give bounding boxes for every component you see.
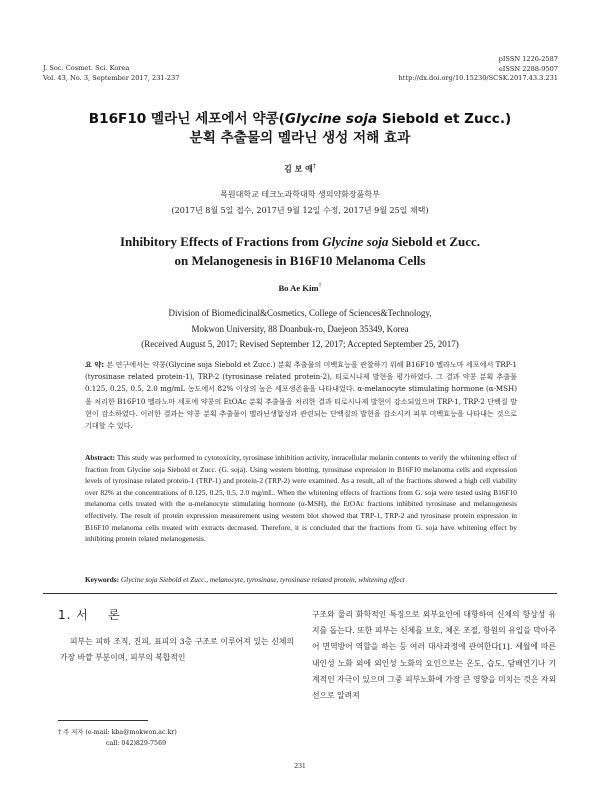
english-title-line2: on Melanogenesis in B16F10 Melanoma Cells (174, 253, 426, 268)
keywords-text: Glycine soja Siebold et Zucc., melanocyte, tyrosinase, tyrosinase related protein, whitening effect (120, 575, 405, 584)
abstract-text: This study was performed to cytotoxicity, tyrosinase inhibition activity, intracellular melanin contents to verify the whitening effect of fraction from Glycine soja Siebold et Zucc. (G. soja). Using western blotting, tyrosinase expression in B16F10 melanoma cells and expression levels of tyrosinase related protein-1 (TRP-1) and protein-2 (TRP-2) were examined. As a result, all of the fractions showed a high cell viability over 82% at the concentrations of 0.125, 0.25, 0.5, 2.0 mg/mL. When the whitening effects of fractions from G. soja were tested using B16F10 melanoma cells treated with the α-melanocyte stimulating hormone (α-MSH), the EtOAc fractions inhibited tyrosinase and melanogenesis effectively. The result of protein expression measurement using western blot showed that TRP-1, TRP-2 and tyrosinase protein expression in B16F10 melanoma cells treated with extracts decreased. Therefore, it is concluded that the fractions from G. soja have whitening effect by inhibiting protein related melanogenesis. (85, 453, 517, 544)
english-title-part: Inhibitory Effects of Fractions from (119, 234, 323, 249)
journal-volume: Vol. 43, No. 3, September 2017, 231-237 (43, 73, 180, 82)
journal-identifiers (399, 55, 558, 84)
doi-link[interactable]: http://dx.doi.org/10.15230/SCSK.2017.43.3.231 (398, 74, 558, 82)
journal-citation (43, 64, 179, 83)
korean-author (0, 163, 600, 175)
author-dagger: † (318, 283, 322, 290)
korean-dates: (2017년 8월 5일 접수, 2017년 9월 12일 수정, 2017년 9월 25일 채택) (171, 206, 429, 215)
english-affiliation-line1: Division of Biomedicinal&Cosmetics, College of Sciences&Technology, (168, 308, 432, 318)
english-abstract (85, 452, 517, 545)
english-title-species: Glycine soja (322, 234, 389, 249)
korean-title (0, 110, 600, 148)
footnote-divider (58, 720, 148, 721)
body-paragraph: 피부는 피하 조직, 진피, 표피의 3층 구조로 이루어져 있는 신체의 가장 바깥 부분이며, 피부의 복합적인 (60, 637, 294, 663)
footnote-email: † 주 저자 (e-mail: kba@mokwon.ac.kr) (58, 729, 177, 736)
pissn: pISSN 1226-2587 (498, 55, 558, 63)
korean-abstract-text: 본 연구에서는 약콩(Glycine soja Siebold et Zucc.) 분획 추출물의 미백효능을 관찰하기 위해 B16F10 멜라노마 세포에서 TRP-1 (tyrosinase related protein-1), TRP-2 (tyrosinase related protein-2), 티로시나제 발현을 평가하였다. 그 결과 약콩 분획 추출물 0.125, 0.25, 0.5, 2.0 mg/mL 농도에서 82% 이상의 높은 세포생존율을 나타내었다. α-melanocyte stimulating hormone (α-MSH)을 처리한 B16F10 멜라노마 세포에 약콩의 EtOAc 분획 추출물을 처리한 결과 티로시나제 발현이 감소되었으며 TRP-1, TRP-2 단백질 발현이 감소하였다. 이러한 결과는 약콩 분획 추출물이 멜라닌생합성과 관련되는 단백질의 발현을 감소시켜 피부 미백효능을 나타내는 것으로 기대할 수 있다. (85, 360, 517, 431)
footnote-phone: call: 042)829-7569 (106, 740, 167, 747)
english-affiliation (0, 306, 600, 353)
korean-author-name: 김 보 애 (284, 164, 313, 174)
body-paragraph: 구조와 물리 화학적인 특징으로 외부요인에 대항하여 신체의 항상성 유지를 돕는다. 또한 피부는 신체를 보호, 체온 조절, 항원의 유입을 막아주어 면역방어 역할을 하는 등 여러 대사과정에 관여한다[1]. 세월에 따른 내인성 노화 외에 외인성 노화의 요인으로는 온도, 습도, 담배연기나 기계적인 자극이 있으며 그중 피부노화에 가장 큰 영향을 미치는 것은 자외선으로 알려져 (312, 610, 556, 701)
korean-title-part: B16F10 멜라닌 세포에서 약콩( (88, 111, 285, 127)
english-dates: (Received August 5, 2017; Revised September 12, 2017; Accepted September 25, 2017) (141, 339, 459, 349)
korean-title-species: Glycine soja (284, 111, 378, 127)
english-author-name: Bo Ae Kim (278, 283, 319, 293)
korean-title-part: Siebold et Zucc.) (377, 111, 512, 127)
keywords (85, 575, 517, 584)
journal-name: J. Soc. Cosmet. Sci. Korea (43, 64, 130, 72)
korean-affiliation-name: 목원대학교 테크노과학대학 생의약화장품학부 (220, 190, 380, 199)
korean-affiliation (0, 187, 600, 219)
korean-abstract-label: 요 약: (85, 360, 105, 369)
body-left-column (60, 634, 294, 666)
page-number: 231 (294, 761, 306, 770)
body-right-column (312, 607, 556, 704)
footnote (58, 727, 177, 749)
english-affiliation-line2: Mokwon University, 88 Doanbuk-ro, Daejeon 35349, Korea (191, 323, 409, 334)
english-title (0, 232, 600, 270)
section-heading: 1. 서 론 (58, 608, 121, 622)
english-title-part: Siebold et Zucc. (388, 234, 481, 249)
author-dagger: † (312, 163, 316, 170)
section-divider (43, 593, 557, 594)
abstract-label: Abstract: (85, 453, 115, 462)
korean-title-line2: 분획 추출물의 멜라닌 생성 저해 효과 (189, 130, 411, 146)
keywords-label: Keywords: (85, 575, 120, 584)
english-author (0, 283, 600, 293)
eissn: eISSN 2288-9507 (498, 64, 558, 73)
korean-abstract (85, 359, 517, 432)
